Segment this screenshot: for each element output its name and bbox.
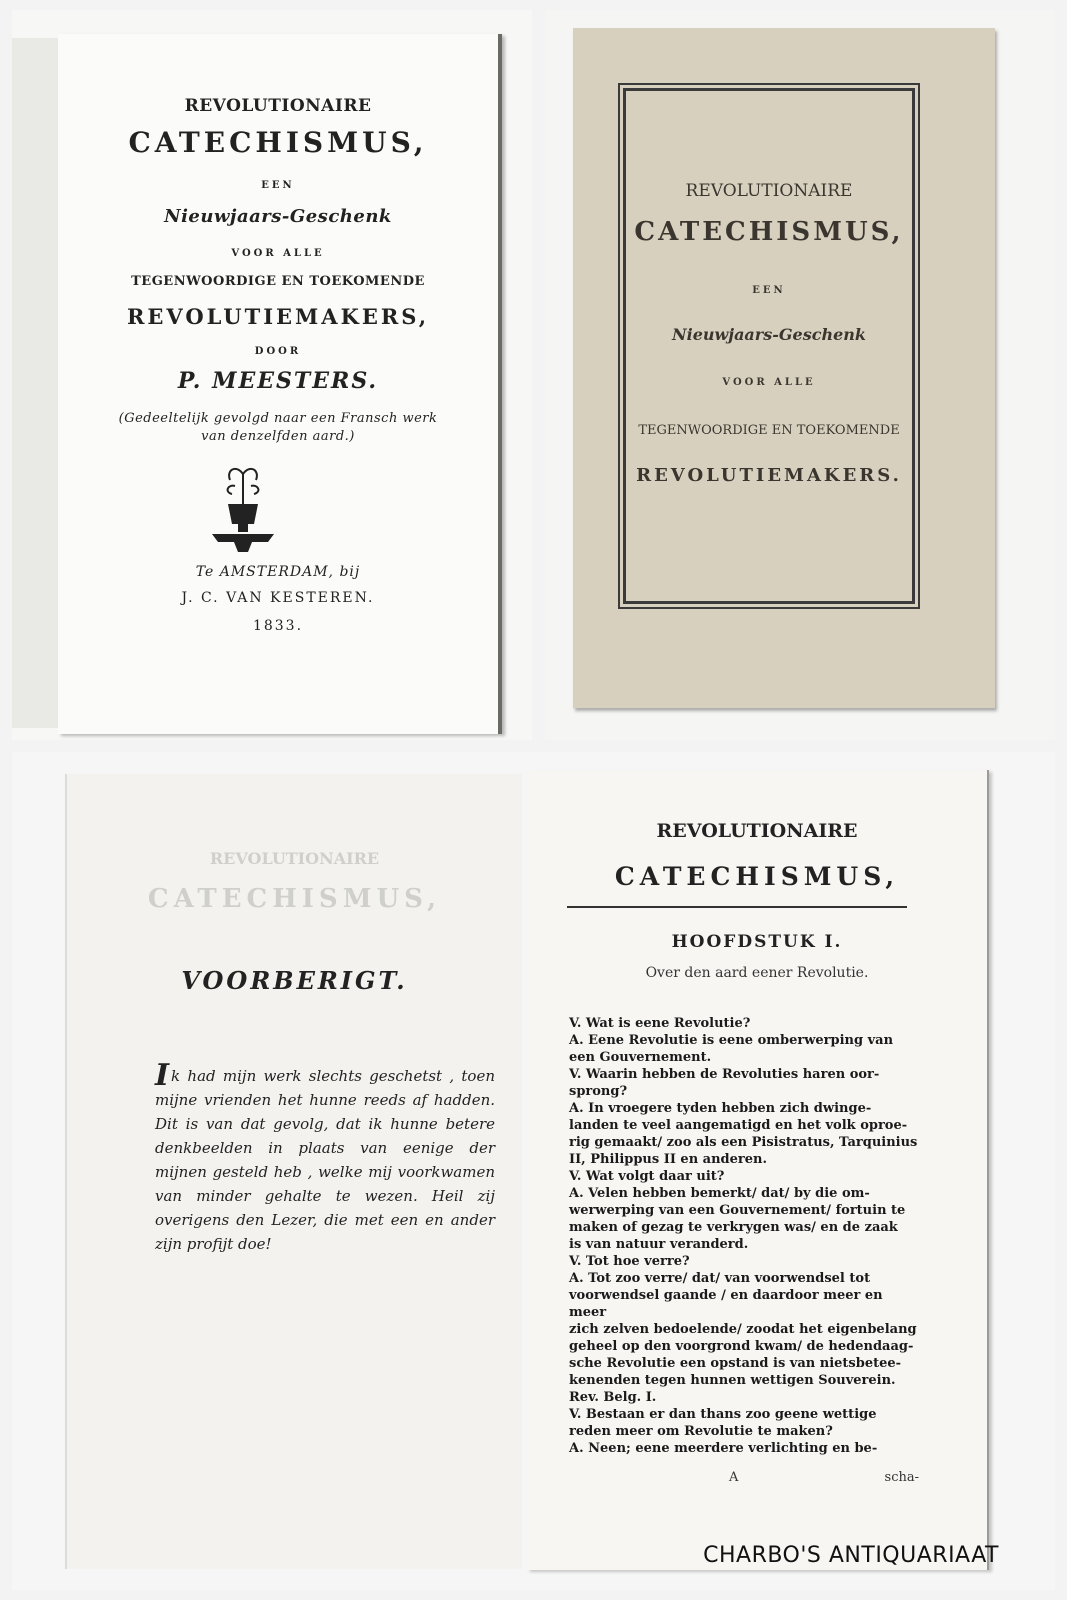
author: P. MEESTERS.	[177, 368, 379, 394]
text-line: A. Velen hebben bemerkt/ dat/ by die om-	[569, 1186, 870, 1201]
text-line: V. Waarin hebben de Revoluties haren oor-	[569, 1067, 880, 1082]
text-line: A. Neen; eene meerdere verlichting en be-	[569, 1441, 878, 1456]
text-line: sprong?	[569, 1084, 628, 1099]
cover-line-5: VOOR ALLE	[722, 377, 816, 388]
text-line: V. Wat is eene Revolutie?	[569, 1016, 751, 1031]
title-line-5: VOOR ALLE	[231, 248, 325, 259]
title-line-1: REVOLUTIONAIRE	[184, 96, 372, 116]
text-line: A. In vroegere tyden hebben zich dwinge-	[569, 1101, 872, 1116]
page-heading-2: CATECHISMUS,	[614, 862, 900, 891]
text-line: Rev. Belg. I.	[569, 1390, 657, 1405]
note-line-2: van denzelfden aard.)	[201, 429, 355, 444]
text-line: rig gemaakt/ zoo als een Pisistratus, Tarquinius	[569, 1135, 918, 1150]
signature-mark: A	[729, 1470, 739, 1485]
open-book-photo	[12, 752, 1055, 1590]
text-line: reden meer om Revolutie te maken?	[569, 1424, 833, 1439]
text-line: V. Tot hoe verre?	[569, 1254, 690, 1269]
title-line-7: REVOLUTIEMAKERS,	[126, 304, 430, 329]
text-line: maken of gezag te verkrygen was/ en de zaak	[569, 1220, 898, 1235]
text-line: kenenden tegen hunnen wettigen Souverein.	[569, 1373, 896, 1388]
text-line: A. Tot zoo verre/ dat/ van voorwendsel tot	[569, 1271, 871, 1286]
text-line: II, Philippus II en anderen.	[569, 1152, 768, 1167]
watermark: CHARBO'S ANTIQUARIAAT	[703, 1543, 999, 1568]
text-line: een Gouvernement.	[569, 1050, 712, 1065]
heading-rule	[567, 906, 907, 908]
left-leaf-edge	[12, 38, 63, 728]
imprint-line-1: Te AMSTERDAM, bij	[195, 564, 361, 580]
title-page	[58, 34, 502, 734]
cover-line-2: CATECHISMUS,	[634, 217, 904, 247]
text-line: is van natuur veranderd.	[569, 1237, 749, 1252]
cover-frame	[623, 88, 915, 604]
cover-line-1: REVOLUTIONAIRE	[685, 181, 853, 201]
right-page	[527, 770, 989, 1570]
text-line: geheel op den voorgrond kwam/ de hedendaag-	[569, 1339, 914, 1354]
book-cover	[573, 28, 995, 708]
chapter-subtitle: Over den aard eener Revolutie.	[645, 965, 869, 981]
title-line-4: Nieuwjaars-Geschenk	[164, 206, 392, 227]
page-heading-1: REVOLUTIONAIRE	[656, 820, 858, 842]
cover-line-6: TEGENWOORDIGE EN TOEKOMENDE	[638, 423, 900, 438]
preface-body: k had mijn werk slechts geschetst , toen mijne vrienden het hunne reeds af hadden. Dit is van dat gevolg, dat ik hunne betere denkbeelden in plaats van eenige der mijnen gesteld heb , welke mij voorkwamen van minder gehalte te wezen. Heil zij overigens den Lezer, die met een en ander zijn profijt doe!	[155, 1067, 495, 1253]
title-line-6: TEGENWOORDIGE EN TOEKOMENDE	[131, 274, 425, 289]
left-page	[67, 774, 522, 1569]
text-line: V. Bestaan er dan thans zoo geene wettige	[569, 1407, 877, 1422]
cover-photo	[545, 10, 1055, 740]
title-page-photo	[12, 10, 532, 740]
imprint-line-2: J. C. VAN KESTEREN.	[181, 590, 375, 606]
note-line-1: (Gedeeltelijk gevolgd naar een Fransch werk	[118, 411, 438, 426]
text-line: sche Revolutie een opstand is van nietsbetee-	[569, 1356, 902, 1371]
text-line: landen te veel aangematigd en het volk oproe-	[569, 1118, 908, 1133]
drop-capital: I	[155, 1058, 170, 1093]
text-line: werwerping van een Gouvernement/ fortuin te	[569, 1203, 906, 1218]
preface-text	[155, 1058, 495, 1256]
cover-line-4: Nieuwjaars-Geschenk	[671, 325, 866, 344]
catchword: scha-	[884, 1470, 919, 1485]
chapter-heading: HOOFDSTUK I.	[671, 932, 843, 952]
preface-heading: VOORBERIGT.	[181, 966, 408, 995]
cover-line-7: REVOLUTIEMAKERS.	[636, 465, 902, 486]
text-line: V. Wat volgt daar uit?	[569, 1169, 725, 1184]
title-line-3: EEN	[261, 180, 295, 191]
vase-ornament-icon	[208, 464, 278, 554]
show-through-line-1: REVOLUTIONAIRE	[209, 849, 380, 868]
text-line: A. Eene Revolutie is eene omberwerping van	[569, 1033, 894, 1048]
imprint-year: 1833.	[252, 618, 304, 634]
text-line: voorwendsel gaande / en daardoor meer en meer	[569, 1288, 883, 1320]
title-line-2: CATECHISMUS,	[128, 126, 428, 159]
title-line-8: DOOR	[254, 346, 302, 357]
show-through-line-2: CATECHISMUS,	[147, 884, 442, 914]
catechism-text	[569, 1015, 919, 1457]
cover-line-3: EEN	[752, 285, 786, 296]
text-line: zich zelven bedoelende/ zoodat het eigenbelang	[569, 1322, 917, 1337]
